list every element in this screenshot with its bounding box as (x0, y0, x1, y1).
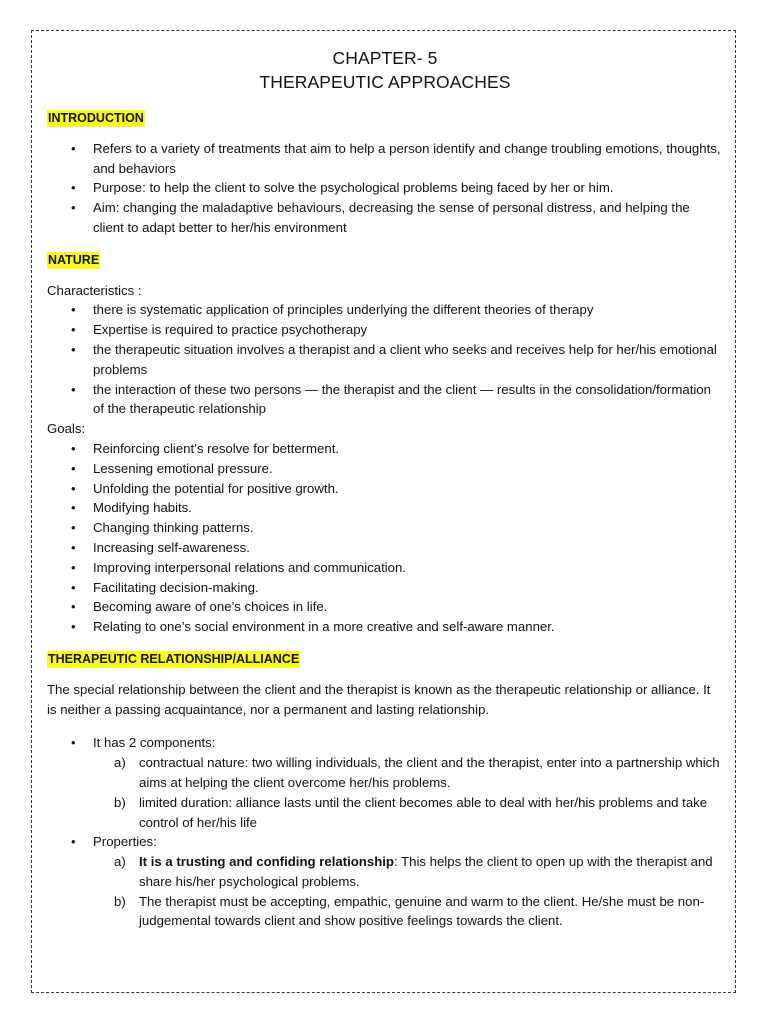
list-item: • Expertise is required to practice psychotherapy (93, 320, 723, 340)
list-item: • Changing thinking patterns. (93, 518, 723, 538)
properties-list (93, 852, 723, 931)
list-item: • Reinforcing client’s resolve for betterment. (93, 439, 723, 459)
relationship-list (47, 733, 723, 931)
list-item: • Refers to a variety of treatments that aim to help a person identify and change troubling emotions, thoughts, and behaviors (93, 139, 723, 179)
list-item: • the therapeutic situation involves a therapist and a client who seeks and receives help for her/his emotional problems (93, 340, 723, 380)
sub-list-item (114, 892, 723, 932)
list-item: • Modifying habits. (93, 498, 723, 518)
introduction-list (47, 139, 723, 238)
components-list (93, 753, 723, 832)
sub-list-item (114, 852, 723, 892)
list-item (93, 832, 723, 931)
list-marker: a) (114, 854, 126, 870)
list-item: • the interaction of these two persons — the therapist and the client — results in the consolidation/formation of the therapeutic relationship (93, 380, 723, 420)
relationship-intro: The special relationship between the client and the therapist is known as the therapeutic relationship or alliance. It is neither a passing acquaintance, nor a permanent and lasting relationship. (47, 681, 711, 717)
goals-label: Goals: (47, 421, 86, 437)
goals-list (47, 439, 723, 637)
introduction-heading: INTRODUCTION (48, 111, 144, 125)
property-text: : This helps the client to open up with the therapist and share his/her psychological problems. (139, 854, 713, 889)
list-item: • Aim: changing the maladaptive behaviours, decreasing the sense of personal distress, and helping the client to adapt better to her/his environment (93, 198, 723, 238)
list-item: • Unfolding the potential for positive growth. (93, 479, 723, 499)
property-text: The therapist must be accepting, empathic, genuine and warm to the client. He/she must be non-judgemental towards client and show positive feelings towards the client. (139, 893, 705, 929)
list-item (93, 733, 723, 832)
nature-heading: NATURE (48, 252, 100, 267)
properties-label: Properties: (93, 834, 157, 850)
list-item: • there is systematic application of principles underlying the different theories of therapy (93, 300, 723, 320)
chapter-title: CHAPTER- 5 (332, 48, 438, 68)
list-marker: b) (114, 893, 126, 909)
component-text: limited duration: alliance lasts until the client becomes able to deal with her/his problems and take control of her/his life (139, 794, 708, 830)
list-item: • Relating to one’s social environment in a more creative and self-aware manner. (93, 617, 723, 637)
list-item: • Improving interpersonal relations and communication. (93, 558, 723, 578)
list-item: • Becoming aware of one’s choices in life. (93, 597, 723, 617)
characteristics-list (47, 300, 723, 419)
relationship-heading: THERAPEUTIC RELATIONSHIP/ALLIANCE (48, 651, 300, 666)
list-item: • Facilitating decision-making. (93, 578, 723, 598)
list-marker: b) (114, 794, 126, 810)
list-item: • Increasing self-awareness. (93, 538, 723, 558)
components-label: It has 2 components: (93, 735, 216, 751)
sub-list-item (114, 753, 723, 793)
list-item: • Purpose: to help the client to solve the psychological problems being faced by her or him. (93, 178, 723, 198)
chapter-subtitle: THERAPEUTIC APPROACHES (259, 72, 511, 92)
document-body (47, 46, 723, 931)
list-marker: a) (114, 755, 126, 771)
sub-list-item (114, 793, 723, 833)
property-bold-text: It is a trusting and confiding relationship (139, 854, 394, 870)
characteristics-label: Characteristics : (47, 282, 142, 298)
list-item: • Lessening emotional pressure. (93, 459, 723, 479)
component-text: contractual nature: two willing individuals, the client and the therapist, enter into a partnership which aims at helping the client overcome her/his problems. (139, 755, 720, 790)
